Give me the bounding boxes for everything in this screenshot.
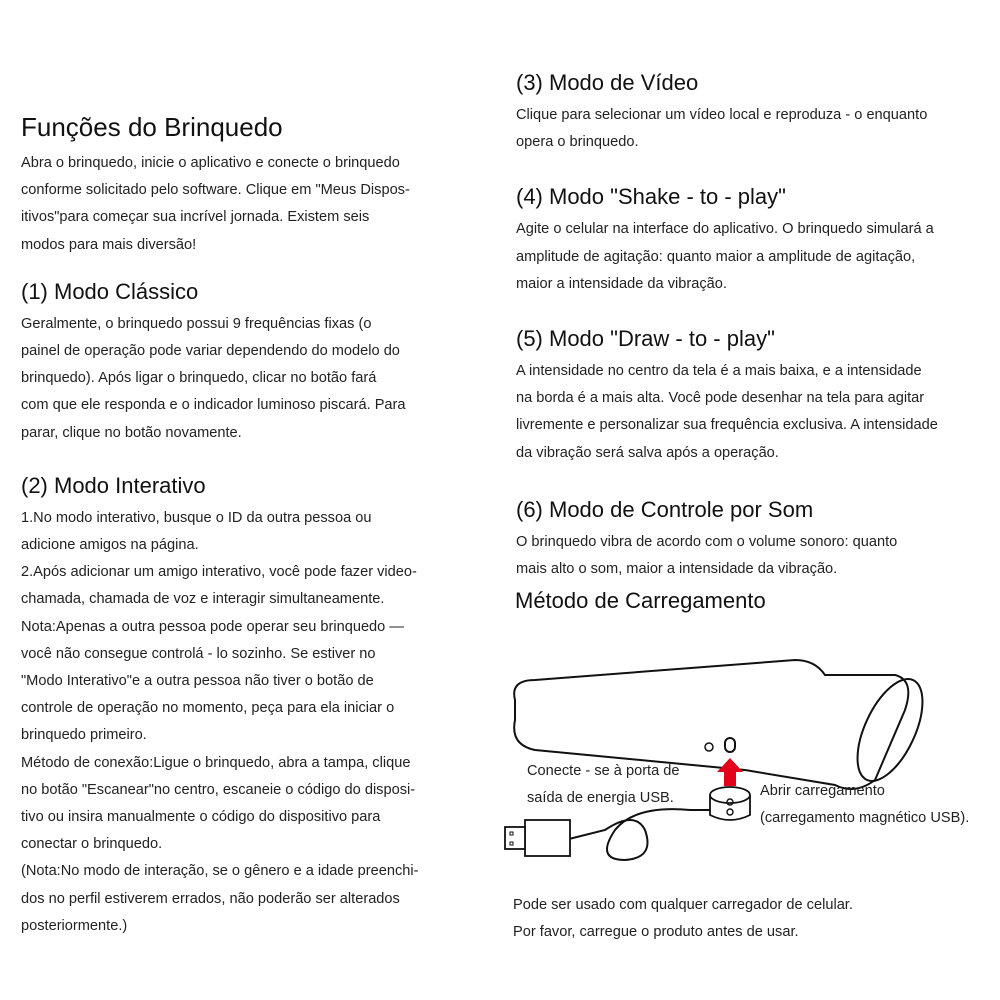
body-line: chamada, chamada de voz e interagir simultaneamente. xyxy=(21,591,385,608)
intro-line: itivos"para começar sua incrível jornada. Existem seis xyxy=(21,209,370,226)
section-body-shake xyxy=(516,216,996,298)
label-line: (carregamento magnético USB). xyxy=(760,810,970,826)
body-line: conectar o brinquedo. xyxy=(21,836,163,853)
body-line: mais alto o som, maior a intensidade da vibração. xyxy=(516,561,838,578)
usb-cable xyxy=(565,809,710,860)
body-line: Agite o celular na interface do aplicativo. O brinquedo simulará a xyxy=(516,221,934,238)
section-body-sound xyxy=(516,529,996,583)
footer-line: Pode ser usado com qualquer carregador de celular. xyxy=(513,897,853,913)
intro-line: conforme solicitado pelo software. Clique em "Meus Dispos- xyxy=(21,182,410,199)
section-heading-video: (3) Modo de Vídeo xyxy=(516,70,699,95)
usb-port-label xyxy=(527,758,680,812)
section-heading-draw: (5) Modo "Draw - to - play" xyxy=(516,326,775,352)
usb-plug-icon xyxy=(505,820,570,856)
magnetic-charging-label xyxy=(760,778,969,832)
body-line: O brinquedo vibra de acordo com o volume sonoro: quanto xyxy=(516,533,898,550)
charging-heading: Método de Carregamento xyxy=(515,588,766,613)
label-line: saída de energia USB. xyxy=(527,790,674,806)
body-line: brinquedo primeiro. xyxy=(21,727,147,744)
body-line: Nota:Apenas a outra pessoa pode operar seu brinquedo — xyxy=(21,618,404,635)
page-title: Funções do Brinquedo xyxy=(21,112,283,142)
intro-paragraph xyxy=(21,150,491,259)
body-line: na borda é a mais alta. Você pode desenhar na tela para agitar xyxy=(516,390,925,407)
body-line: maior a intensidade da vibração. xyxy=(516,275,727,292)
section-body-video xyxy=(516,102,996,156)
body-line: posteriormente.) xyxy=(21,917,128,934)
body-line: você não consegue controlá - lo sozinho. Se estiver no xyxy=(21,645,376,662)
body-line: A intensidade no centro da tela é a mais baixa, e a intensidade xyxy=(516,363,922,380)
body-line: amplitude de agitação: quanto maior a amplitude de agitação, xyxy=(516,248,916,265)
footer-line: Por favor, carregue o produto antes de usar. xyxy=(513,924,799,940)
body-line: parar, clique no botão novamente. xyxy=(21,424,242,441)
body-line: controle de operação no momento, peça para ela iniciar o xyxy=(21,700,395,717)
section-heading-sound: (6) Modo de Controle por Som xyxy=(516,496,814,522)
body-line: livremente e personalizar sua frequência exclusiva. A intensidade xyxy=(516,417,938,434)
body-line: Método de conexão:Ligue o brinquedo, abra a tampa, clique xyxy=(21,754,411,771)
intro-line: Abra o brinquedo, inicie o aplicativo e conecte o brinquedo xyxy=(21,155,400,171)
charging-footer xyxy=(513,892,853,946)
label-line: Abrir carregamento xyxy=(760,783,885,799)
section-body-classic xyxy=(21,311,491,447)
body-line: no botão "Escanear"no centro, escaneie o código do disposi- xyxy=(21,781,416,798)
left-column xyxy=(21,110,491,950)
body-line: (Nota:No modo de interação, se o gênero e a idade preenchi- xyxy=(21,863,419,880)
section-heading-classic: (1) Modo Clássico xyxy=(21,278,199,304)
body-line: brinquedo). Após ligar o brinquedo, clicar no botão fará xyxy=(21,370,377,387)
section-heading-shake: (4) Modo "Shake - to - play" xyxy=(516,184,786,210)
body-line: 2.Após adicionar um amigo interativo, você pode fazer video- xyxy=(21,564,417,581)
body-line: Clique para selecionar um vídeo local e reproduza - o enquanto xyxy=(516,107,928,123)
body-line: "Modo Interativo"e a outra pessoa não tiver o botão de xyxy=(21,673,374,690)
body-line: dos no perfil estiverem errados, não poderão ser alterados xyxy=(21,890,400,907)
section-body-interactive xyxy=(21,505,491,940)
body-line: da vibração será salva após a operação. xyxy=(516,444,779,461)
label-line: Conecte - se à porta de xyxy=(527,763,680,779)
body-line: opera o brinquedo. xyxy=(516,134,639,151)
red-arrow-icon xyxy=(717,758,743,786)
intro-line: modos para mais diversão! xyxy=(21,236,197,253)
right-column xyxy=(516,68,996,593)
magnetic-charger-icon xyxy=(710,787,750,820)
body-line: painel de operação pode variar dependendo do modelo do xyxy=(21,343,400,360)
body-line: Geralmente, o brinquedo possui 9 frequências fixas (o xyxy=(21,315,372,332)
body-line: com que ele responda e o indicador luminoso piscará. Para xyxy=(21,397,406,414)
body-line: 1.No modo interativo, busque o ID da outra pessoa ou xyxy=(21,509,372,526)
section-body-draw xyxy=(516,358,996,467)
charging-illustration xyxy=(495,620,1000,870)
charging-port-icon xyxy=(705,738,735,752)
body-line: tivo ou insira manualmente o código do dispositivo para xyxy=(21,809,381,826)
body-line: adicione amigos na página. xyxy=(21,537,199,554)
section-heading-interactive: (2) Modo Interativo xyxy=(21,472,206,498)
device-loop-outline xyxy=(844,670,936,791)
